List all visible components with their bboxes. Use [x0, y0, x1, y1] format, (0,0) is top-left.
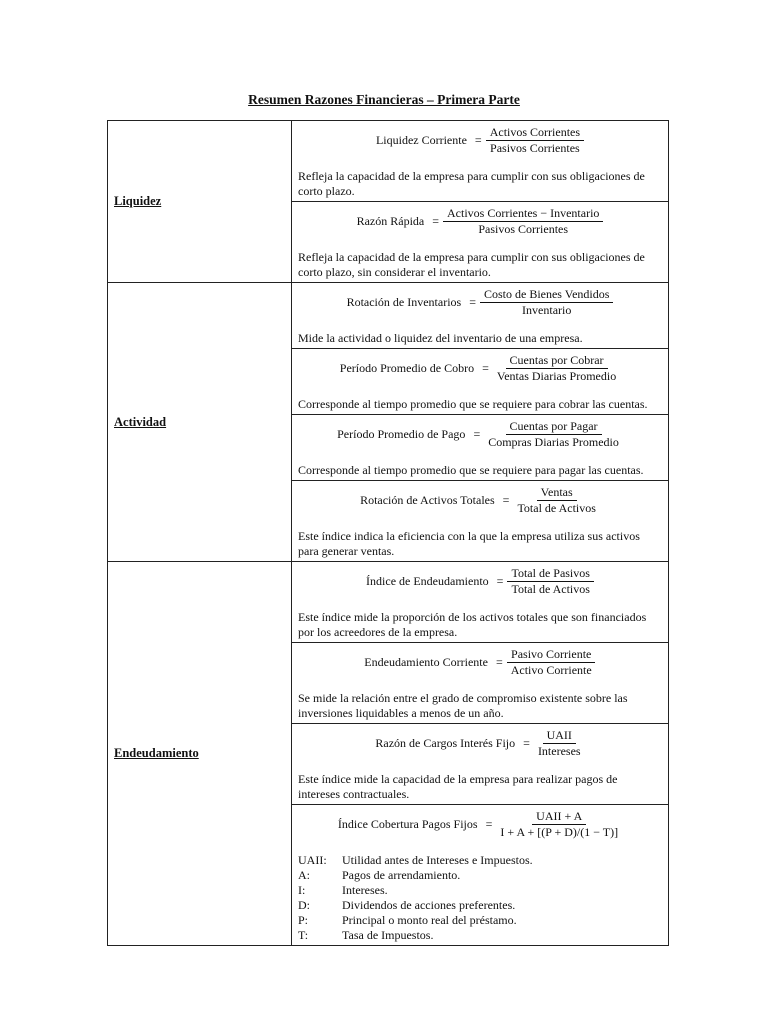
- formula-endeudamiento-corriente: [298, 645, 662, 679]
- denominator: I + A + [(P + D)/(1 − T)]: [500, 824, 619, 839]
- equals-sign: =: [474, 132, 482, 147]
- legend-key: P:: [298, 913, 309, 927]
- denominator: Activo Corriente: [510, 662, 592, 677]
- legend-value: Tasa de Impuestos.: [342, 928, 434, 942]
- formula-razon-de-cargos-interes-fijo: [298, 726, 662, 760]
- ratio-name: Endeudamiento Corriente: [364, 654, 488, 669]
- ratio-name: Rotación de Inventarios: [346, 294, 462, 309]
- equals-sign: =: [432, 213, 440, 228]
- denominator: Pasivos Corrientes: [490, 140, 580, 155]
- equals-sign: =: [523, 735, 530, 750]
- ratio-name: Índice de Endeudamiento: [366, 573, 489, 588]
- legend: [298, 853, 662, 943]
- ratio-row: [108, 121, 669, 202]
- category-actividad: Actividad: [108, 283, 292, 562]
- ratio-cell: [292, 349, 669, 415]
- formula-indice-de-endeudamiento: [298, 564, 662, 598]
- ratio-row: [108, 283, 669, 349]
- ratio-description: Corresponde al tiempo promedio que se requiere para cobrar las cuentas.: [298, 397, 648, 411]
- numerator: Ventas: [537, 485, 577, 501]
- denominator: Total de Activos: [511, 581, 590, 596]
- equals-sign: =: [496, 573, 504, 588]
- denominator: Ventas Diarias Promedio: [496, 368, 617, 383]
- numerator: Activos Corrientes: [486, 125, 584, 141]
- legend-key: D:: [298, 898, 310, 912]
- equals-sign: =: [473, 426, 481, 441]
- numerator: Cuentas por Cobrar: [506, 353, 608, 369]
- equals-sign: =: [485, 816, 493, 831]
- legend-item: [298, 868, 662, 883]
- legend-key: I:: [298, 883, 306, 897]
- denominator: Compras Diarias Promedio: [488, 434, 619, 449]
- category-endeudamiento: Endeudamiento: [108, 562, 292, 946]
- ratio-name: Razón Rápida: [356, 213, 425, 228]
- numerator: UAII + A: [532, 809, 586, 825]
- formula-indice-cobertura-pagos-fijos: [298, 807, 662, 841]
- ratio-name: Período Promedio de Pago: [337, 426, 466, 441]
- formula-razon-rapida: [298, 204, 662, 238]
- fraction: [486, 125, 584, 156]
- numerator: Pasivo Corriente: [507, 647, 595, 663]
- legend-value: Dividendos de acciones preferentes.: [342, 898, 516, 912]
- fraction: [496, 809, 622, 840]
- fraction: [443, 206, 603, 237]
- formula-periodo-promedio-de-pago: [298, 417, 662, 451]
- ratio-description: Refleja la capacidad de la empresa para cumplir con sus obligaciones de corto plazo.: [298, 169, 645, 198]
- ratio-description: Este índice mide la proporción de los activos totales que son financiados por los acreedores de la empresa.: [298, 610, 647, 639]
- ratios-table: [107, 120, 669, 946]
- ratio-cell: [292, 415, 669, 481]
- formula-rotacion-de-inventarios: [298, 285, 662, 319]
- fraction: [507, 647, 596, 678]
- ratio-cell: [292, 121, 669, 202]
- equals-sign: =: [495, 654, 503, 669]
- category-liquidez: Liquidez: [108, 121, 292, 283]
- legend-key: T:: [298, 928, 309, 942]
- ratio-cell: [292, 805, 669, 946]
- fraction: [493, 353, 620, 384]
- fraction: [480, 287, 613, 318]
- ratio-name: Período Promedio de Cobro: [339, 360, 475, 375]
- fraction: [534, 728, 585, 759]
- ratio-description: Corresponde al tiempo promedio que se requiere para pagar las cuentas.: [298, 463, 644, 477]
- equals-sign: =: [469, 294, 476, 309]
- ratio-cell: [292, 202, 669, 283]
- fraction: [513, 485, 599, 516]
- formula-periodo-promedio-de-cobro: [298, 351, 662, 385]
- ratio-row: [108, 562, 669, 643]
- fraction: [507, 566, 594, 597]
- formula-liquidez-corriente: [298, 123, 662, 157]
- legend-item: [298, 928, 662, 943]
- ratio-name: Rotación de Activos Totales: [360, 492, 495, 507]
- fraction: [484, 419, 623, 450]
- ratio-description: Refleja la capacidad de la empresa para cumplir con sus obligaciones de corto plazo, sin considerar el inventario.: [298, 250, 645, 279]
- denominator: Intereses: [537, 743, 581, 758]
- ratio-description: Este índice indica la eficiencia con la que la empresa utiliza sus activos para generar ventas.: [298, 529, 640, 558]
- legend-item: [298, 853, 662, 868]
- ratio-name: Liquidez Corriente: [375, 132, 467, 147]
- ratio-description: Se mide la relación entre el grado de compromiso existente sobre las inversiones liquidables a menos de un año.: [298, 691, 628, 720]
- ratio-cell: [292, 562, 669, 643]
- ratio-cell: [292, 481, 669, 562]
- numerator: UAII: [543, 728, 576, 744]
- legend-value: Utilidad antes de Intereses e Impuestos.: [342, 853, 533, 867]
- numerator: Costo de Bienes Vendidos: [480, 287, 613, 303]
- formula-rotacion-de-activos-totales: [298, 483, 662, 517]
- numerator: Cuentas por Pagar: [506, 419, 602, 435]
- legend-value: Pagos de arrendamiento.: [342, 868, 461, 882]
- legend-item: [298, 883, 662, 898]
- numerator: Total de Pasivos: [507, 566, 594, 582]
- legend-value: Intereses.: [342, 883, 388, 897]
- numerator: Activos Corrientes − Inventario: [443, 206, 603, 222]
- legend-value: Principal o monto real del préstamo.: [342, 913, 517, 927]
- ratio-description: Mide la actividad o liquidez del inventario de una empresa.: [298, 331, 583, 345]
- legend-key: A:: [298, 868, 310, 882]
- ratio-name: Razón de Cargos Interés Fijo: [375, 735, 516, 750]
- legend-item: [298, 898, 662, 913]
- denominator: Inventario: [522, 302, 572, 317]
- ratio-cell: [292, 724, 669, 805]
- legend-item: [298, 913, 662, 928]
- equals-sign: =: [482, 360, 489, 375]
- document-title: Resumen Razones Financieras – Primera Parte: [248, 92, 520, 107]
- ratio-cell: [292, 283, 669, 349]
- denominator: Total de Activos: [517, 500, 596, 515]
- equals-sign: =: [502, 492, 510, 507]
- ratio-name: Índice Cobertura Pagos Fijos: [337, 816, 478, 831]
- legend-key: UAII:: [298, 853, 327, 867]
- denominator: Pasivos Corrientes: [478, 221, 569, 236]
- ratio-description: Este índice mide la capacidad de la empresa para realizar pagos de intereses contractuales.: [298, 772, 618, 801]
- ratio-cell: [292, 643, 669, 724]
